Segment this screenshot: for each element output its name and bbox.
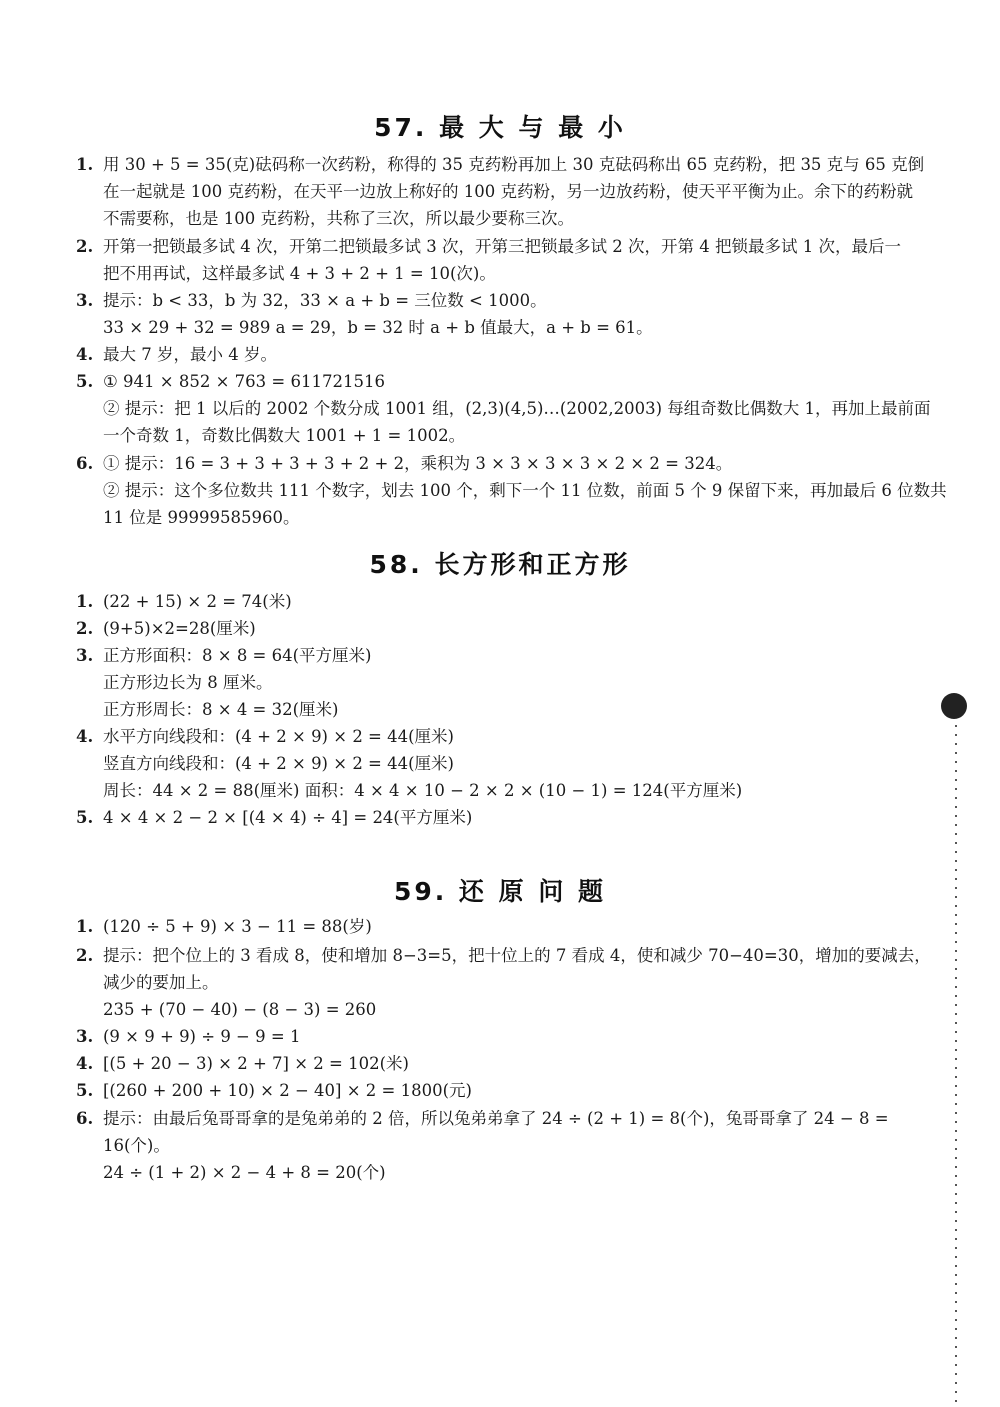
answer-line: 5. ① 941 × 852 × 763 = 611721516 — [76, 372, 385, 391]
section-title: 57. 最 大 与 最 小 — [374, 113, 626, 142]
answer-line: 1. (120 ÷ 5 + 9) × 3 − 11 = 88(岁) — [76, 917, 372, 936]
answer-line: 把不用再试，这样最多试 4 + 3 + 2 + 1 = 10(次)。 — [103, 264, 496, 283]
answer-line: 减少的要加上。 — [103, 973, 219, 992]
answer-line: 不需要称，也是 100 克药粉，共称了三次，所以最少要称三次。 — [103, 209, 574, 228]
answer-line: 一个奇数 1，奇数比偶数大 1001 + 1 = 1002。 — [103, 426, 466, 445]
answer-line: ② 提示：这个多位数共 111 个数字，划去 100 个，剩下一个 11 位数，前面 5 个 9 保留下来，再加最后 6 位数共 — [103, 481, 947, 500]
answer-line: 24 ÷ (1 + 2) × 2 − 4 + 8 = 20(个) — [103, 1163, 386, 1182]
answer-line: 2. 开第一把锁最多试 4 次，开第二把锁最多试 3 次，开第三把锁最多试 2 次，开第 4 把锁最多试 1 次，最后一 — [76, 237, 901, 256]
answer-line: 6. 提示：由最后兔哥哥拿的是兔弟弟的 2 倍，所以兔弟弟拿了 24 ÷ (2 + 1) = 8(个)，兔哥哥拿了 24 − 8 = — [76, 1109, 889, 1128]
answer-line: ② 提示：把 1 以后的 2002 个数分成 1001 组，(2,3)(4,5)…(2002,2003) 每组奇数比偶数大 1，再加上最前面 — [103, 399, 931, 418]
answer-line: 2. (9+5)×2=28(厘米) — [76, 619, 256, 638]
answer-line: 正方形边长为 8 厘米。 — [103, 673, 273, 692]
answer-line: 3. 正方形面积：8 × 8 = 64(平方厘米) — [76, 646, 372, 665]
answer-line: 5. 4 × 4 × 2 − 2 × [(4 × 4) ÷ 4] = 24(平方厘米) — [76, 808, 473, 827]
answer-line: 2. 提示：把个位上的 3 看成 8，使和增加 8−3=5，把十位上的 7 看成 4，使和减少 70−40=30，增加的要减去， — [76, 946, 931, 965]
answer-line: 33 × 29 + 32 = 989 a = 29，b = 32 时 a + b 值最大，a + b = 61。 — [103, 318, 653, 337]
answer-line: 周长：44 × 2 = 88(厘米) 面积：4 × 4 × 10 − 2 × 2 × (10 − 1) = 124(平方厘米) — [103, 781, 743, 800]
answer-line: 6. ① 提示：16 = 3 + 3 + 3 + 3 + 2 + 2，乘积为 3 × 3 × 3 × 3 × 2 × 2 = 324。 — [76, 454, 733, 473]
answer-line: 4. 最大 7 岁，最小 4 岁。 — [76, 345, 277, 364]
answer-line: 3. 提示：b < 33，b 为 32，33 × a + b = 三位数 < 1000。 — [76, 291, 547, 310]
answer-line: 235 + (70 − 40) − (8 − 3) = 260 — [103, 1000, 377, 1019]
answer-line: 4. [(5 + 20 − 3) × 2 + 7] × 2 = 102(米) — [76, 1054, 409, 1073]
answer-line: 在一起就是 100 克药粉，在天平一边放上称好的 100 克药粉，另一边放药粉，使天平平衡为止。余下的药粉就 — [103, 182, 913, 201]
binding-mark-icon — [941, 693, 967, 719]
answer-line: 16(个)。 — [103, 1136, 170, 1155]
answer-line: 11 位是 99999585960。 — [103, 508, 300, 527]
answer-line: 1. (22 + 15) × 2 = 74(米) — [76, 592, 292, 611]
answer-line: 竖直方向线段和：(4 + 2 × 9) × 2 = 44(厘米) — [103, 754, 454, 773]
section-title: 58. 长方形和正方形 — [369, 550, 631, 579]
answer-line: 5. [(260 + 200 + 10) × 2 − 40] × 2 = 1800(元) — [76, 1081, 472, 1100]
answer-line: 正方形周长：8 × 4 = 32(厘米) — [103, 700, 339, 719]
answer-line: 1. 用 30 + 5 = 35(克)砝码称一次药粉，称得的 35 克药粉再加上 30 克砝码称出 65 克药粉，把 35 克与 65 克倒 — [76, 155, 925, 174]
section-title: 59. 还 原 问 题 — [393, 877, 607, 906]
binding-dots — [955, 725, 957, 1405]
answer-line: 3. (9 × 9 + 9) ÷ 9 − 9 = 1 — [76, 1027, 301, 1046]
answer-line: 4. 水平方向线段和：(4 + 2 × 9) × 2 = 44(厘米) — [76, 727, 454, 746]
